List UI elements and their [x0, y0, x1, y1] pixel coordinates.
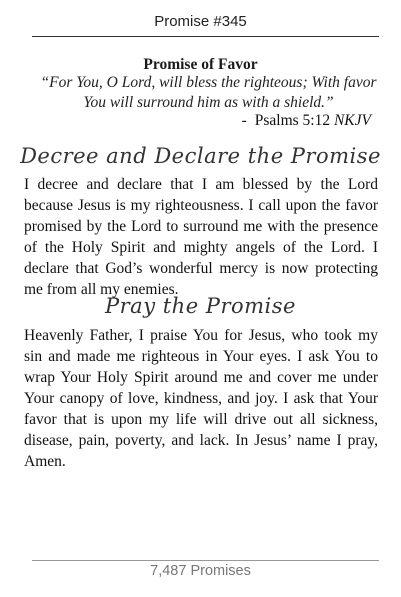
reference-book: Psalms 5:12	[254, 112, 331, 129]
footer-divider	[32, 560, 379, 561]
reference-version: NKJV	[333, 112, 371, 129]
decree-body: I decree and declare that I am blessed by the Lord because Jesus is my righteousness. I call upon the favor promised by the Lord to surround me with the presence of the Holy Spirit and mighty angels of the Lord. I declare that God’s wonderful mercy is now protecting me from all my enemies.	[24, 176, 378, 298]
promise-count: 7,487 Promises	[150, 563, 251, 579]
scripture-reference	[242, 112, 371, 130]
scripture-verse: “For You, O Lord, will bless the righteous; With favor You will surround him as with a shield.”	[40, 74, 377, 111]
pray-heading: Pray the Promise	[105, 294, 296, 318]
prayer-body: Heavenly Father, I praise You for Jesus, who took my sin and made me righteous in Your eyes. I ask You to wrap Your Holy Spirit around me and cover me under Your canopy of love, kindness, and joy. I ask that Your favor that is upon my life will drive out all sickness, disease, pain, poverty, and lack. In Jesus’ name I pray, Amen.	[24, 327, 378, 470]
page-title: Promise #345	[154, 13, 247, 30]
reference-dash: -	[241, 112, 247, 129]
promise-title: Promise of Favor	[143, 56, 258, 73]
decree-heading: Decree and Declare the Promise	[20, 144, 381, 168]
header-divider	[32, 36, 379, 37]
